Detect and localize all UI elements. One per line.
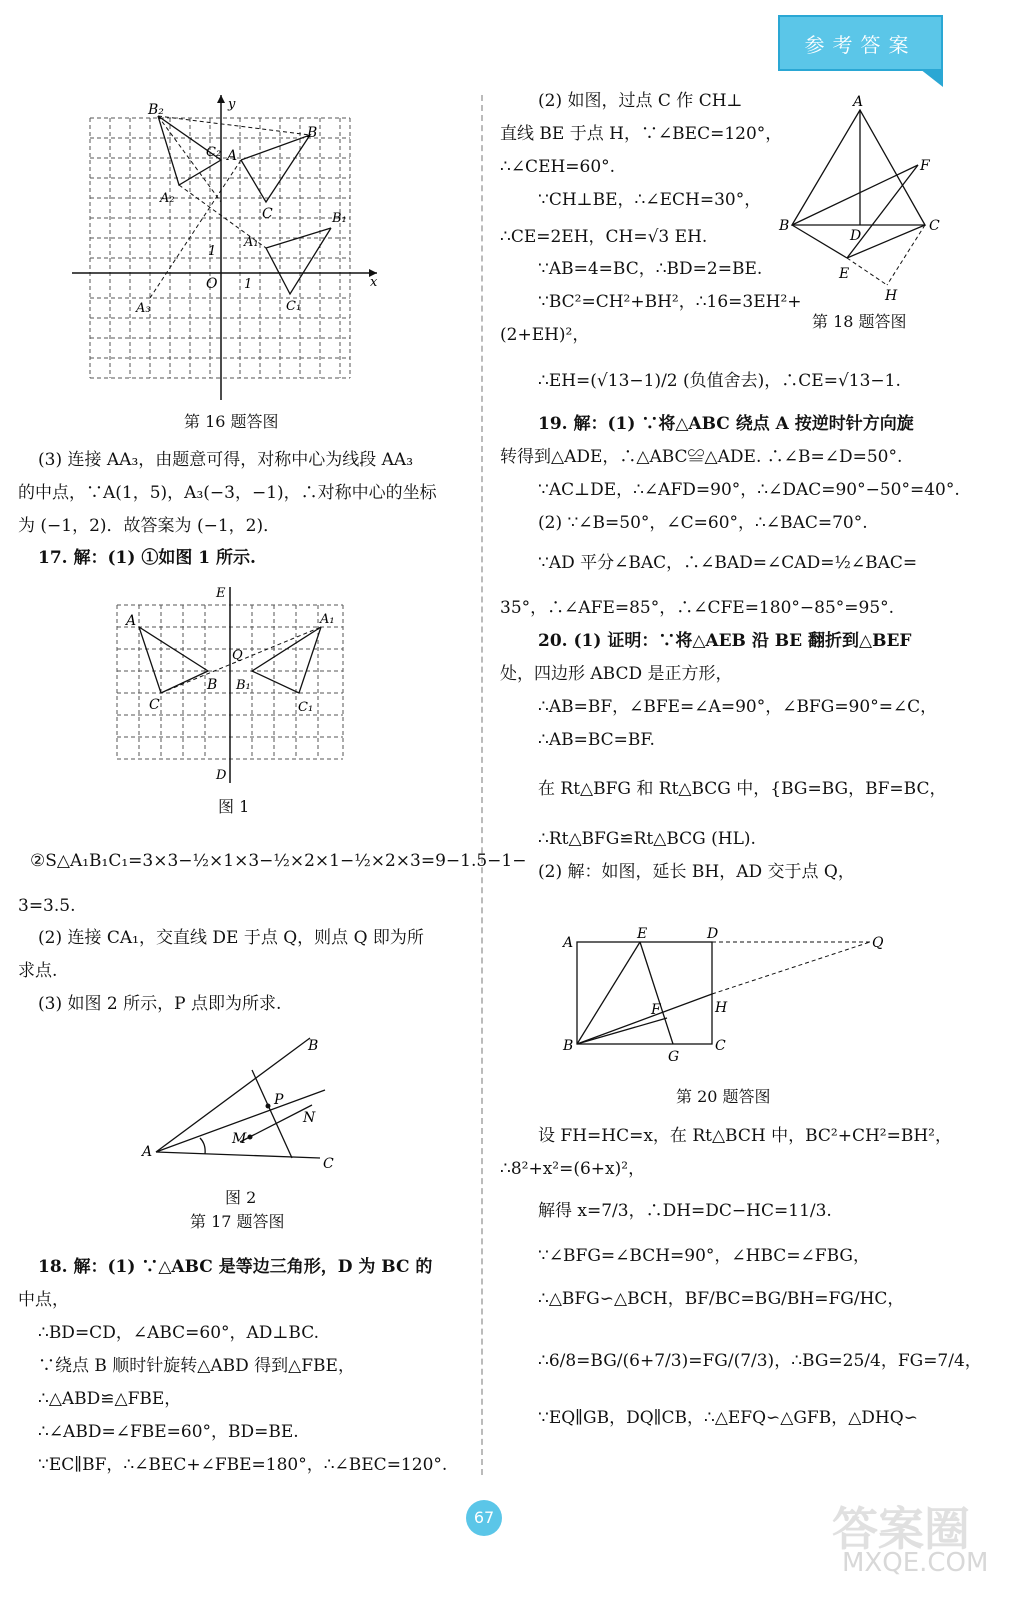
svg-text:C₁: C₁: [298, 700, 314, 715]
fig16-caption: 第 16 题答图: [184, 412, 279, 431]
svg-text:B₂: B₂: [148, 102, 164, 118]
p19-line1: 19. 解：(1) ∵将△ABC 绕点 A 按逆时针方向旋: [538, 414, 914, 434]
svg-text:B: B: [308, 1038, 319, 1054]
svg-text:H: H: [715, 1000, 728, 1016]
r-line7: ∵BC²=CH²+BH²，∴16=3EH²+: [538, 292, 802, 312]
p20-line9: ∴8²+x²=(6+x)²，: [500, 1159, 646, 1179]
p16-3-line1: (3) 连接 AA₃，由题意可得，对称中心为线段 AA₃: [38, 450, 414, 470]
svg-text:B₁: B₁: [236, 678, 251, 693]
r-line6: ∵AB=4=BC，∴BD=2=BE.: [538, 259, 763, 279]
p20-line5: 在 Rt△BFG 和 Rt△BCG 中，{BG=BG，BF=BC，: [538, 779, 947, 799]
svg-text:D: D: [216, 768, 227, 783]
watermark-url: MXQE.COM: [842, 1548, 989, 1578]
p20-line10: 解得 x=7/3，∴DH=DC−HC=11/3.: [538, 1201, 832, 1221]
svg-text:E: E: [839, 266, 850, 282]
svg-text:A₁: A₁: [244, 235, 259, 250]
svg-text:1: 1: [244, 277, 253, 292]
page-number: 67: [466, 1500, 502, 1536]
svg-text:1: 1: [208, 244, 217, 259]
p20-line14: ∵EQ∥GB，DQ∥CB，∴△EFQ∽△GFB，△DHQ∽: [538, 1408, 918, 1428]
p19-line4: (2) ∵∠B=50°，∠C=60°，∴∠BAC=70°.: [538, 513, 868, 533]
p16-3-line2: 的中点，∵A(1，5)，A₃(−3，−1)，∴对称中心的坐标: [18, 483, 437, 503]
figure-20: [555, 920, 895, 1070]
p20-line3: ∴AB=BF，∠BFE=∠A=90°，∠BFG=90°=∠C，: [538, 697, 938, 717]
p17-area-line2: 3=3.5.: [18, 896, 76, 916]
svg-text:B: B: [307, 125, 318, 141]
svg-text:C₁: C₁: [286, 299, 302, 314]
svg-text:B: B: [207, 677, 218, 693]
svg-text:A: A: [853, 94, 864, 110]
svg-text:A₃: A₃: [136, 301, 151, 316]
svg-text:C₂: C₂: [206, 145, 222, 160]
svg-text:P: P: [274, 1092, 284, 1108]
svg-text:C: C: [149, 697, 160, 713]
p17-3: (3) 如图 2 所示，P 点即为所求.: [38, 994, 282, 1014]
svg-text:Q: Q: [872, 935, 884, 951]
svg-text:C: C: [323, 1156, 334, 1172]
svg-text:D: D: [707, 926, 719, 942]
svg-text:C: C: [929, 218, 940, 234]
p18-line6: ∴∠ABD=∠FBE=60°，BD=BE.: [38, 1422, 299, 1442]
fig18-caption: 第 18 题答图: [812, 312, 907, 331]
p19-line6: 35°，∴∠AFE=85°，∴∠CFE=180°−85°=95°.: [500, 598, 895, 618]
figure-17-1: [112, 585, 352, 785]
p17-2-line2: 求点.: [18, 961, 58, 981]
svg-text:M: M: [232, 1131, 247, 1147]
figure-18: [775, 90, 955, 305]
p20-line2: 处，四边形 ABCD 是正方形，: [500, 664, 733, 684]
p20-line7: (2) 解：如图，延长 BH，AD 交于点 Q，: [538, 862, 855, 882]
fig17-caption: 第 17 题答图: [190, 1212, 285, 1231]
svg-text:A: A: [142, 1144, 153, 1160]
p20-line6: ∴Rt△BFG≌Rt△BCG (HL).: [538, 829, 756, 849]
fig2-caption: 图 2: [225, 1188, 257, 1207]
p18-line7: ∵EC∥BF，∴∠BEC+∠FBE=180°，∴∠BEC=120°.: [38, 1455, 448, 1475]
svg-text:y: y: [228, 97, 236, 112]
p18-line4: ∵绕点 B 顺时针旋转△ABD 得到△FBE，: [38, 1356, 355, 1376]
fig20-caption: 第 20 题答图: [676, 1087, 771, 1106]
header-fold: [920, 69, 943, 87]
header-tab: [778, 15, 943, 71]
p19-line2: 转得到△ADE，∴△ABC≌△ADE. ∴∠B=∠D=50°.: [500, 447, 903, 467]
p20-line1: 20. (1) 证明：∵将△AEB 沿 BE 翻折到△BEF: [538, 631, 912, 651]
p17-area-line1: ②S△A₁B₁C₁=3×3−½×1×3−½×2×1−½×2×3=9−1.5−1−: [30, 851, 527, 871]
fig1-caption: 图 1: [218, 797, 250, 816]
svg-text:B: B: [563, 1038, 574, 1054]
svg-text:G: G: [668, 1049, 680, 1065]
svg-text:E: E: [216, 586, 226, 601]
svg-text:B₁: B₁: [332, 211, 347, 226]
p19-line3: ∵AC⊥DE，∴∠AFD=90°，∴∠DAC=90°−50°=40°.: [538, 480, 960, 500]
svg-text:C: C: [715, 1038, 726, 1054]
svg-text:A: A: [563, 935, 574, 951]
figure-17-2: [140, 1030, 350, 1170]
p18-line5: ∴△ABD≌△FBE，: [38, 1389, 182, 1409]
header-title: 参考答案: [804, 33, 917, 57]
r-line2: 直线 BE 于点 H，∵∠BEC=120°，: [500, 124, 783, 144]
p16-3-line3: 为 (−1，2)．故答案为 (−1，2)．: [18, 516, 281, 536]
figure-16: [72, 90, 382, 410]
p20-line12: ∴△BFG∽△BCH，BF/BC=BG/BH=FG/HC，: [538, 1289, 905, 1309]
p20-line13: ∴6/8=BG/(6+7/3)=FG/(7/3)，∴BG=25/4，FG=7/4，: [538, 1351, 982, 1371]
column-divider: [481, 95, 483, 1475]
svg-text:A₁: A₁: [320, 612, 335, 627]
p18-line1: 18. 解：(1) ∵△ABC 是等边三角形，D 为 BC 的: [38, 1257, 433, 1277]
p17-head: 17. 解：(1) ①如图 1 所示.: [38, 548, 256, 568]
svg-text:F: F: [651, 1002, 661, 1018]
r-line1: (2) 如图，过点 C 作 CH⊥: [538, 91, 743, 111]
svg-text:A₂: A₂: [160, 191, 175, 206]
p20-line4: ∴AB=BC=BF.: [538, 730, 655, 750]
r-line5: ∴CE=2EH，CH=√3 EH.: [500, 227, 708, 247]
svg-text:D: D: [850, 228, 862, 244]
svg-text:N: N: [303, 1110, 316, 1126]
p18-line3: ∴BD=CD，∠ABC=60°，AD⊥BC.: [38, 1323, 320, 1343]
svg-text:x: x: [370, 275, 378, 290]
svg-text:H: H: [885, 288, 898, 304]
svg-text:E: E: [637, 926, 648, 942]
svg-text:Q: Q: [232, 648, 243, 663]
svg-text:B: B: [779, 218, 790, 234]
p18-line2: 中点，: [18, 1290, 69, 1310]
svg-text:A: A: [227, 148, 238, 164]
watermark-logo: 答案圈: [832, 1502, 970, 1556]
r-line8: (2+EH)²，: [500, 325, 590, 345]
svg-text:O: O: [206, 276, 218, 292]
r-line4: ∵CH⊥BE，∴∠ECH=30°，: [538, 190, 762, 210]
svg-text:F: F: [920, 158, 930, 174]
r-line9: ∴EH=(√13−1)/2 (负值舍去)，∴CE=√13−1.: [538, 371, 901, 391]
p20-line11: ∵∠BFG=∠BCH=90°，∠HBC=∠FBG，: [538, 1246, 870, 1266]
p20-line8: 设 FH=HC=x，在 Rt△BCH 中，BC²+CH²=BH²，: [538, 1126, 952, 1146]
p19-line5: ∵AD 平分∠BAC，∴∠BAD=∠CAD=½∠BAC=: [538, 553, 918, 573]
svg-text:C: C: [262, 206, 273, 222]
p17-2-line1: (2) 连接 CA₁，交直线 DE 于点 Q，则点 Q 即为所: [38, 928, 424, 948]
svg-text:A: A: [126, 613, 137, 629]
r-line3: ∴∠CEH=60°.: [500, 157, 616, 177]
